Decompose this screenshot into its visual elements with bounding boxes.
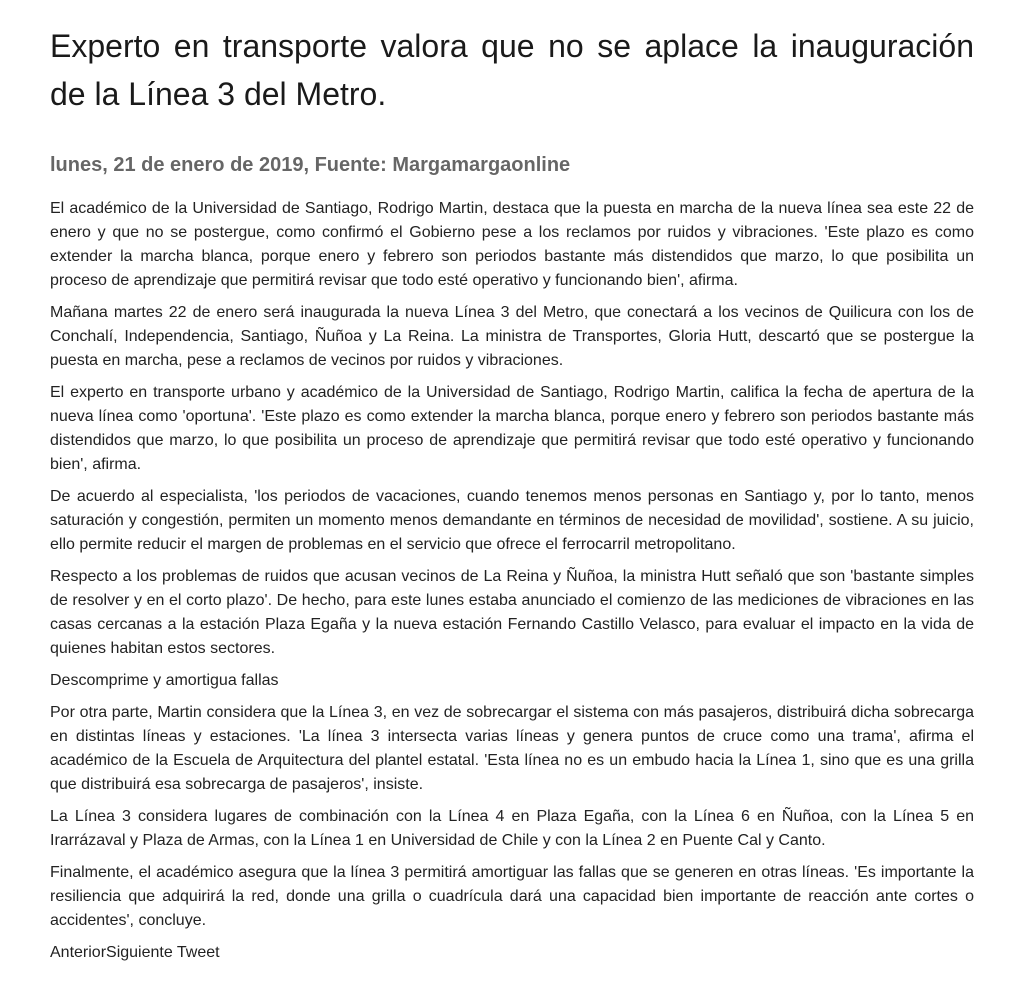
article-paragraph: Finalmente, el académico asegura que la línea 3 permitirá amortiguar las fallas que se generen en otras líneas. 'Es importante la resiliencia que adquirirá la red, donde una grilla o cuadrícula dará una capacidad bien importante de reacción ante cortes o accidentes', concluye. [50, 864, 974, 929]
article-paragraph: El experto en transporte urbano y académico de la Universidad de Santiago, Rodrigo Martin, califica la fecha de apertura de la nueva línea como 'oportuna'. 'Este plazo es como extender la marcha blanca, porque enero y febrero son periodos bastante más distendidos que marzo, lo que posibilita un proceso de aprendizaje que permitirá revisar que todo esté operativo y funcionando bien', afirma. [50, 384, 974, 473]
article-paragraph: Mañana martes 22 de enero será inaugurada la nueva Línea 3 del Metro, que conectará a los vecinos de Quilicura con los de Conchalí, Independencia, Santiago, Ñuñoa y La Reina. La ministra de Transportes, Gloria Hutt, descartó que se postergue la puesta en marcha, pese a reclamos de vecinos por ruidos y vibraciones. [50, 304, 974, 369]
article-paragraph: De acuerdo al especialista, 'los periodos de vacaciones, cuando tenemos menos personas en Santiago y, por lo tanto, menos saturación y congestión, permiten un momento menos demandante en términos de necesidad de movilidad', sostiene. A su juicio, ello permite reducir el margen de problemas en el servicio que ofrece el ferrocarril metropolitano. [50, 488, 974, 553]
article-dateline: lunes, 21 de enero de 2019, Fuente: Margamargaonline [50, 154, 571, 176]
article-paragraph: El académico de la Universidad de Santiago, Rodrigo Martin, destaca que la puesta en marcha de la nueva línea sea este 22 de enero y que no se postergue, como confirmó el Gobierno pese a los reclamos por ruidos y vibraciones. 'Este plazo es como extender la marcha blanca, porque enero y febrero son periodos bastante más distendidos que marzo, lo que posibilita un proceso de aprendizaje que permitirá revisar que todo esté operativo y funcionando bien', afirma. [50, 200, 974, 289]
article-headline: Experto en transporte valora que no se aplace la inauguración de la Línea 3 del Metro. [50, 28, 974, 112]
tweet-link[interactable]: Tweet [176, 944, 220, 961]
previous-link[interactable]: Anterior [50, 944, 107, 961]
next-link[interactable]: Siguiente [106, 944, 173, 961]
article-paragraph: La Línea 3 considera lugares de combinación con la Línea 4 en Plaza Egaña, con la Línea 6 en Ñuñoa, con la Línea 5 en Irarrázaval y Plaza de Armas, con la Línea 1 en Universidad de Chile y con la Línea 2 en Puente Cal y Canto. [50, 808, 974, 849]
article-subheading: Descomprime y amortigua fallas [50, 672, 279, 689]
article-paragraph: Respecto a los problemas de ruidos que acusan vecinos de La Reina y Ñuñoa, la ministra Hutt señaló que son 'bastante simples de resolver y en el corto plazo'. De hecho, para este lunes estaba anunciado el comienzo de las mediciones de vibraciones en las casas cercanas a la estación Plaza Egaña y la nueva estación Fernando Castillo Velasco, para evaluar el impacto en la vida de quienes habitan estos sectores. [50, 568, 974, 657]
article-body [50, 197, 974, 933]
article-paragraph: Por otra parte, Martin considera que la Línea 3, en vez de sobrecargar el sistema con más pasajeros, distribuirá dicha sobrecarga en distintas líneas y estaciones. 'La línea 3 intersecta varias líneas y genera puntos de cruce como una trama', afirma el académico de la Escuela de Arquitectura del plantel estatal. 'Esta línea no es un embudo hacia la Línea 1, sino que es una grilla que distribuirá esa sobrecarga de pasajeros', insiste. [50, 704, 974, 793]
article-footer-nav [50, 941, 974, 965]
